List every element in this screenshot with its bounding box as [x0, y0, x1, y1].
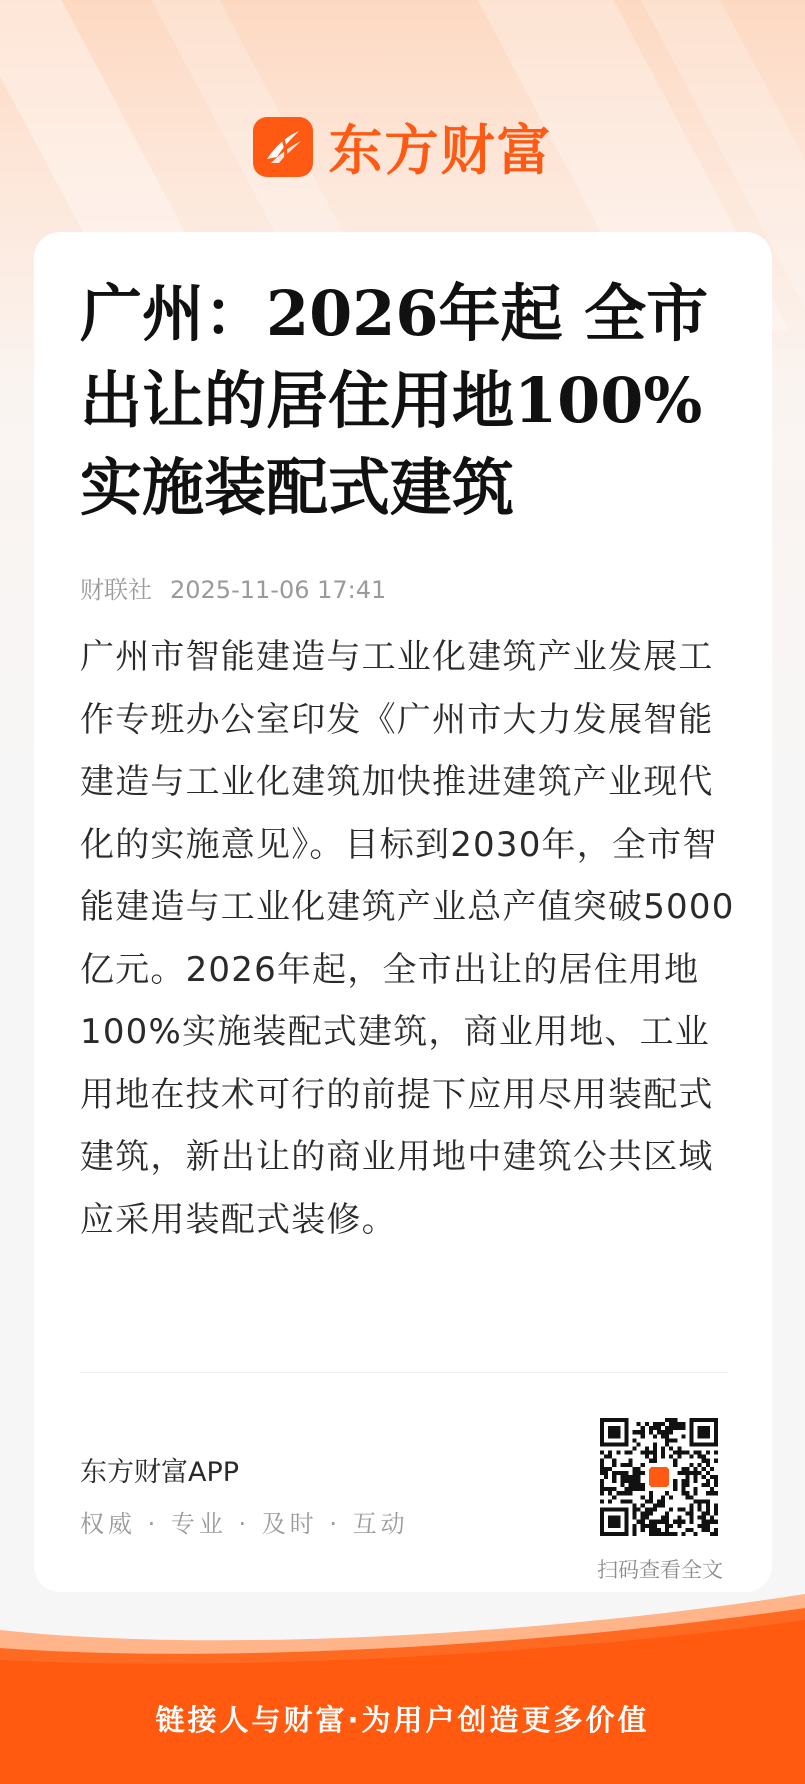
- article-body: 广州市智能建造与工业化建筑产业发展工作专班办公室印发《广州市大力发展智能建造与工业化建筑加快推进建筑产业现代化的实施意见》。目标到2030年，全市智能建造与工业化建筑产业总产值突破5000亿元。2026年起，全市出让的居住用地100%实施装配式建筑，商业用地、工业用地在技术可行的前提下应用尽用装配式建筑，新出让的商业用地中建筑公共区域应采用装配式装修。: [80, 637, 735, 1240]
- app-slogan: 权威 · 专业 · 及时 · 互动: [80, 1510, 409, 1538]
- footer-banner: [0, 1590, 805, 1784]
- brand-logo: [0, 108, 805, 185]
- qr-code-icon[interactable]: [600, 1418, 718, 1536]
- brand-name: 东方财富: [328, 119, 553, 182]
- footer-wave: [0, 1590, 805, 1784]
- article-card: [34, 232, 772, 1592]
- footer-tagline: 链接人与财富·为用户创造更多价值: [155, 1703, 650, 1737]
- article-datetime: 2025-11-06 17:41: [170, 576, 387, 604]
- divider: [80, 1372, 728, 1373]
- qr-caption: 扫码查看全文: [597, 1558, 723, 1582]
- brand-logo-icon: [253, 117, 313, 177]
- article-title: 广州：2026年起 全市出让的居住用地100%实施装配式建筑: [80, 277, 709, 524]
- article-meta: [80, 570, 386, 605]
- article-source: 财联社: [80, 576, 152, 604]
- app-name: 东方财富APP: [80, 1457, 240, 1488]
